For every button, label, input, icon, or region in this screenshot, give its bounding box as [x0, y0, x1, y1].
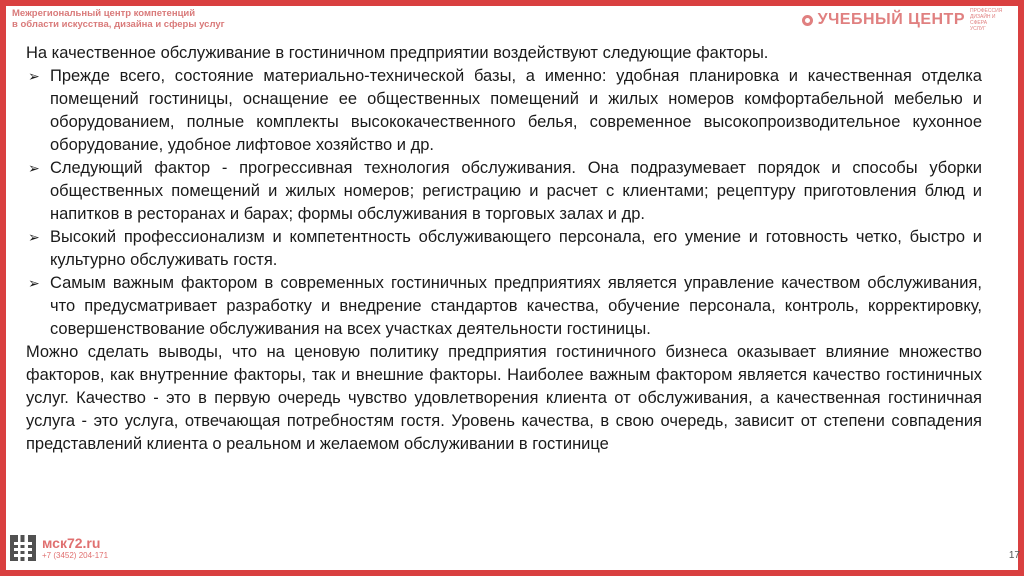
arrow-bullet-icon: ➢: [28, 229, 40, 245]
list-item: [26, 226, 982, 272]
brand-name: УЧЕБНЫЙ ЦЕНТР: [817, 11, 965, 28]
list-item-text: Самым важным фактором в современных гостиничных предприятиях является управление качеством обслуживания, что предусматривает разработку и внедрение стандартов качества, обучение персонала, контроль, корректировку, совершенствование обслуживания на всех участках деятельности гостиницы.: [50, 274, 982, 338]
list-item: [26, 157, 982, 226]
brand-circle-icon: [802, 15, 813, 26]
intro-paragraph: На качественное обслуживание в гостиничном предприятии воздействуют следующие факторы.: [26, 44, 769, 62]
footer-phone: +7 (3452) 204-171: [42, 551, 109, 560]
list-item: [26, 65, 982, 157]
footer-site-link[interactable]: мск72.ru: [42, 535, 101, 551]
org-line-2: в области искусства, дизайна и сферы услуг: [12, 19, 225, 30]
brand-logo: [802, 8, 1004, 32]
list-item: [26, 272, 982, 341]
brand-tagline: ПРОФЕССИЯ ДИЗАЙН И СФЕРА УСЛУГ: [970, 8, 1003, 32]
page-number: 17: [1008, 550, 1020, 561]
list-item-text: Высокий профессионализм и компетентность обслуживающего персонала, его умение и готовность четко, быстро и культурно обслуживать гостя.: [50, 228, 982, 269]
arrow-bullet-icon: ➢: [28, 275, 40, 291]
slide-content: [26, 42, 982, 456]
list-item-text: Прежде всего, состояние материально-технической базы, а именно: удобная планировка и качественная отделка помещений гостиницы, оснащение ее общественных помещений и жилых номеров комфортабельной мебелью и оборудованием, полные комплекты высококачественного белья, современное высокопроизводительное кухонное оборудование, удобное лифтовое хозяйство и др.: [50, 67, 982, 154]
arrow-bullet-icon: ➢: [28, 160, 40, 176]
org-line-1: Межрегиональный центр компетенций: [12, 8, 196, 19]
footer-contacts: [10, 535, 108, 561]
arrow-bullet-icon: ➢: [28, 68, 40, 84]
conclusion-paragraph: Можно сделать выводы, что на ценовую политику предприятия гостиничного бизнеса оказывает влияние множество факторов, как внутренние факторы, так и внешние факторы. Наиболее важным фактором является качество гостиничных услуг. Качество - это в первую очередь чувство удовлетворения клиента от обслуживания, а качественная гостиничная услуга - это услуга, отвечающая потребностям гостя. Уровень качества, в свою очередь, зависит от степени совпадения представлений клиента о реальном и желаемом обслуживании в гостинице: [26, 343, 982, 453]
factor-list: [26, 65, 982, 341]
qr-code-icon: [10, 535, 36, 561]
org-header: [12, 8, 225, 30]
list-item-text: Следующий фактор - прогрессивная технология обслуживания. Она подразумевает порядок и способы уборки общественных помещений и жилых номеров; регистрацию и расчет с клиентами; рецептуру приготовления блюд и напитков в ресторанах и барах; формы обслуживания в торговых залах и др.: [50, 159, 982, 223]
